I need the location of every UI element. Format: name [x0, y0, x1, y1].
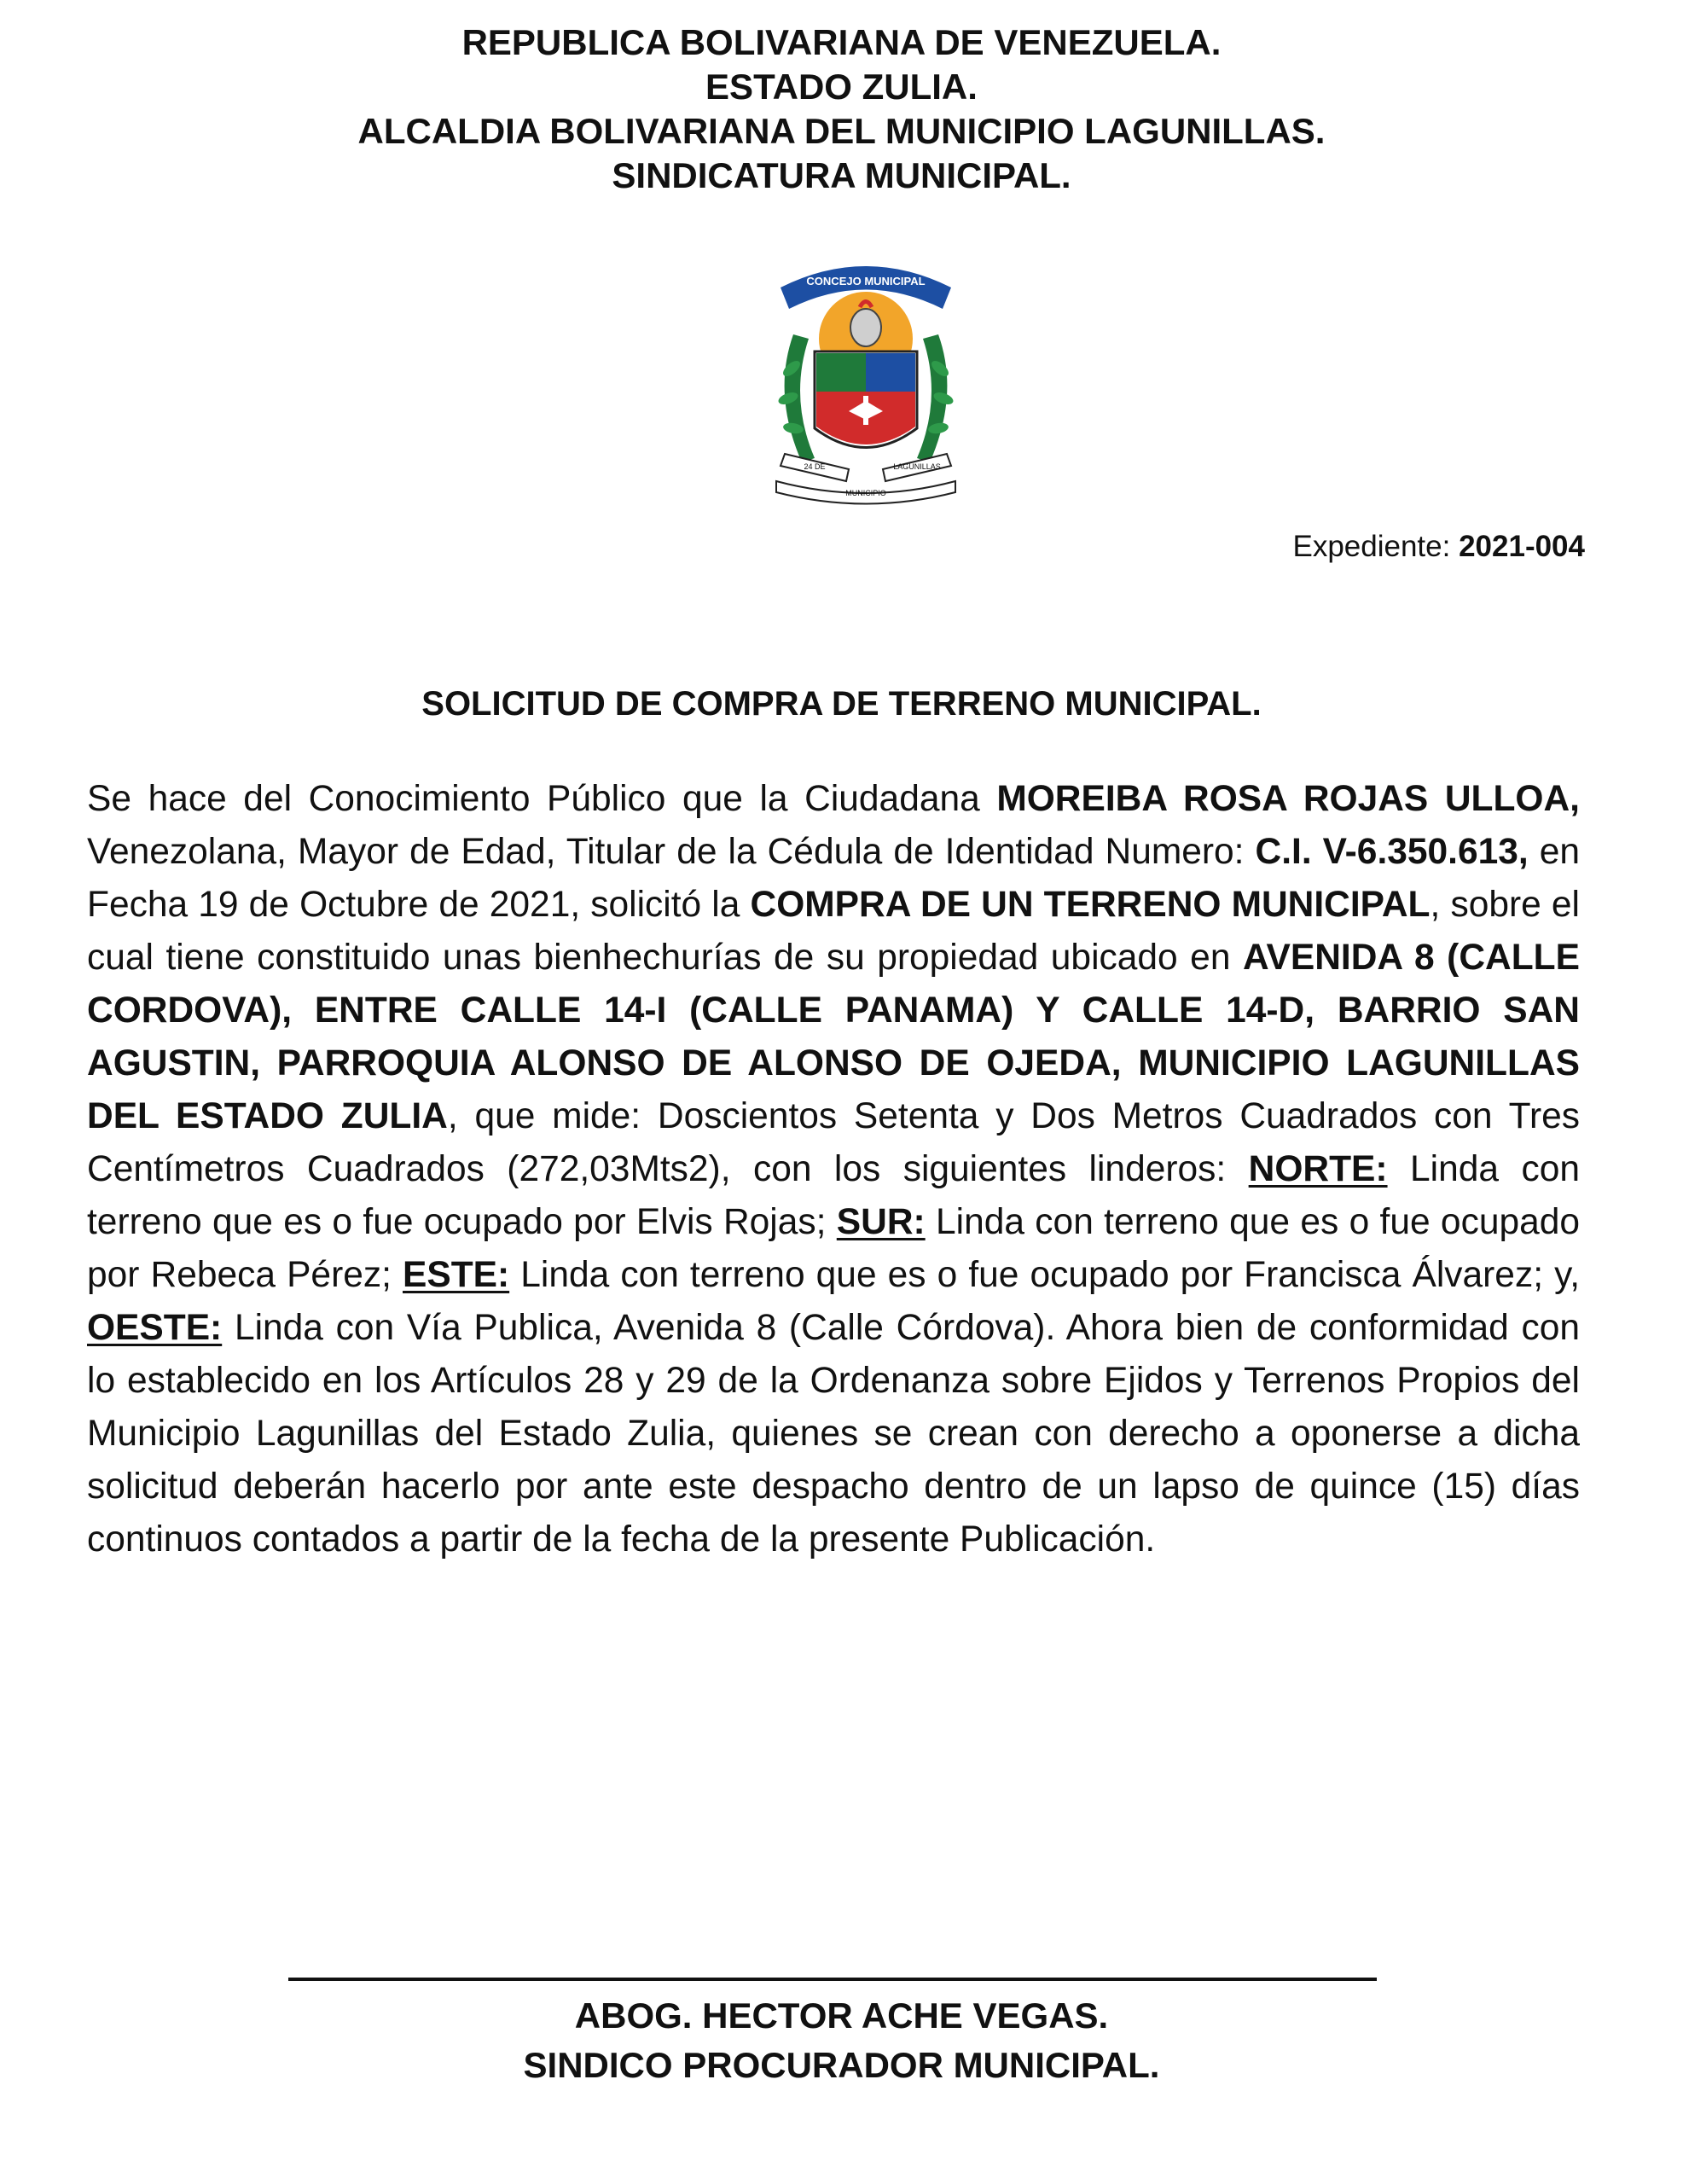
body-text-2: Venezolana, Mayor de Edad, Titular de la Cédula de Identidad Numero:: [87, 832, 1256, 872]
body-text-3: en Fecha 19 de Octubre de 2021, solicitó la: [87, 832, 1580, 925]
property-location: AVENIDA 8 (CALLE CORDOVA), ENTRE CALLE 14-I (CALLE PANAMA) Y CALLE 14-D, BARRIO SAN AGUSTIN, PARROQUIA ALONSO DE ALONSO DE OJEDA, MUNICIPIO LAGUNILLAS DEL ESTADO ZULIA: [87, 938, 1580, 1136]
body-text-1: Se hace del Conocimiento Público que la Ciudadana: [87, 779, 997, 819]
applicant-id: C.I. V-6.350.613,: [1255, 832, 1529, 872]
signature-block: [0, 1991, 1683, 2090]
header-alcaldia: ALCALDIA BOLIVARIANA DEL MUNICIPIO LAGUNILLAS.: [357, 111, 1326, 151]
boundary-south-label: SUR:: [836, 1202, 926, 1242]
document-header: [0, 20, 1683, 198]
header-state: ESTADO ZULIA.: [705, 67, 978, 107]
seal-ribbon-left: 24 DE: [804, 462, 826, 471]
signer-position: SINDICO PROCURADOR MUNICIPAL.: [523, 2045, 1160, 2085]
body-text-9: Linda con Vía Publica, Avenida 8 (Calle Córdova). Ahora bien de conformidad con lo establecido en los Artículos 28 y 29 de la Ordenanza sobre Ejidos y Terrenos Propios del Municipio Lagunillas del Estado Zulia, quienes se crean con derecho a oponerse a dicha solicitud deberán hacerlo por ante este despacho dentro de un lapso de quince (15) días continuos contados a partir de la fecha de la presente Publicación.: [87, 1308, 1580, 1560]
seal-ribbon-bottom: MUNICIPIO: [845, 489, 886, 497]
boundary-east-label: ESTE:: [403, 1255, 510, 1295]
body-text-6: Linda con terreno que es o fue ocupado por Elvis Rojas;: [87, 1149, 1580, 1242]
body-text-5: , que mide: Doscientos Setenta y Dos Metros Cuadrados con Tres Centímetros Cuadrados (272,03Mts2), con los siguientes linderos:: [87, 1096, 1580, 1189]
seal-ribbon-top: CONCEJO MUNICIPAL: [806, 275, 926, 288]
applicant-name: MOREIBA ROSA ROJAS ULLOA,: [996, 779, 1580, 819]
request-type: COMPRA DE UN TERRENO MUNICIPAL: [750, 885, 1431, 925]
boundary-north-label: NORTE:: [1248, 1149, 1388, 1189]
case-number: [1292, 529, 1585, 565]
document-title: SOLICITUD DE COMPRA DE TERRENO MUNICIPAL.: [421, 685, 1262, 723]
case-number-label: Expediente:: [1292, 530, 1451, 563]
case-number-value: 2021-004: [1459, 530, 1585, 563]
notice-body: [87, 773, 1580, 1566]
boundary-west-label: OESTE:: [87, 1308, 223, 1348]
body-text-8: Linda con terreno que es o fue ocupado por Francisca Álvarez; y,: [509, 1255, 1580, 1295]
seal-ribbon-right: LAGUNILLAS: [893, 462, 941, 471]
body-text-4: , sobre el cual tiene constituido unas bienhechurías de su propiedad ubicado en: [87, 885, 1580, 978]
signature-line: [288, 1978, 1377, 1981]
signer-name: ABOG. HECTOR ACHE VEGAS.: [574, 1995, 1109, 2036]
header-country: REPUBLICA BOLIVARIANA DE VENEZUELA.: [461, 22, 1222, 62]
municipal-seal-icon: [768, 249, 964, 505]
body-text-7: Linda con terreno que es o fue ocupado por Rebeca Pérez;: [87, 1202, 1581, 1295]
header-sindicatura: SINDICATURA MUNICIPAL.: [612, 155, 1071, 195]
